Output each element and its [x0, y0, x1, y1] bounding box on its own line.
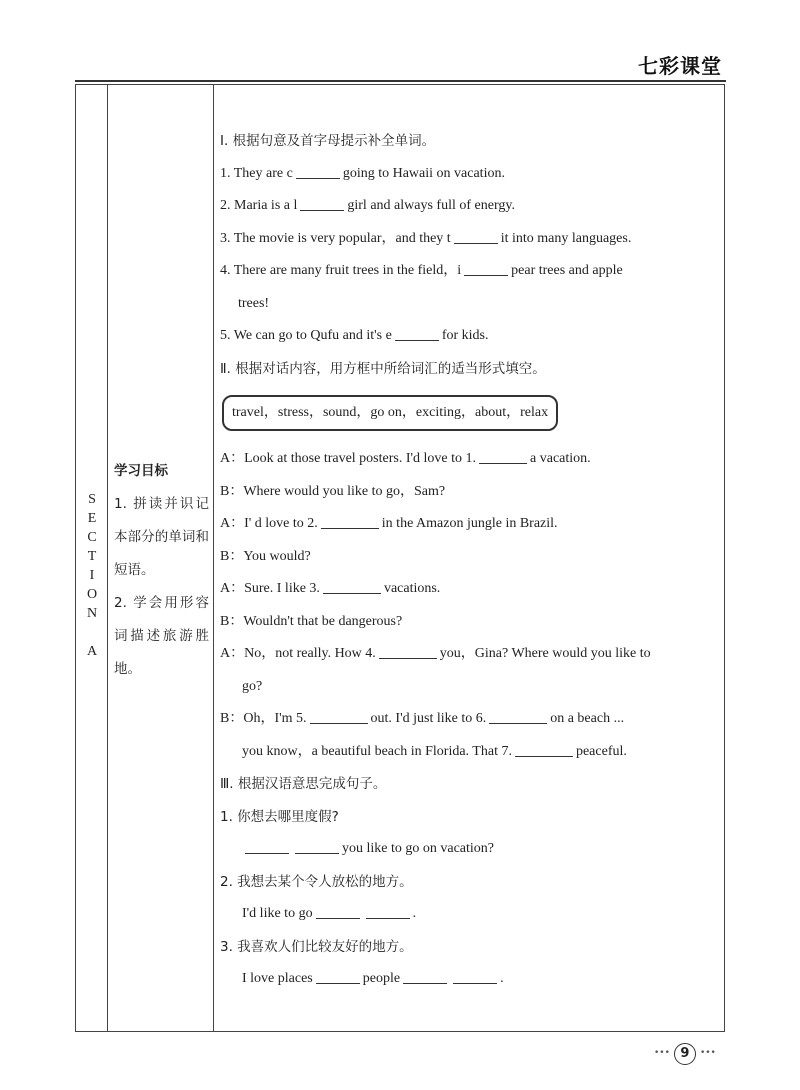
- dialogue-text: A：No，not really. How 4.: [220, 646, 376, 661]
- answer-blank[interactable]: [245, 839, 289, 854]
- sentence-text: you like to go on vacation?: [342, 841, 495, 856]
- answer-blank[interactable]: [323, 579, 381, 594]
- page-number: [654, 1043, 716, 1065]
- part3-q3-chinese: 3. 我喜欢人们比较友好的地方。: [220, 938, 413, 955]
- part3-q1-chinese: 1. 你想去哪里度假?: [220, 808, 339, 825]
- dialogue-line: [220, 443, 724, 476]
- word-box: travel，stress，sound，go on，exciting，about，relax: [222, 395, 558, 431]
- answer-blank[interactable]: [295, 839, 339, 854]
- answer-blank[interactable]: [379, 644, 437, 659]
- worksheet-table: [75, 84, 725, 1032]
- item-text: 4. There are many fruit trees in the field，i: [220, 263, 462, 278]
- item-text: 3. The movie is very popular，and they t: [220, 230, 451, 246]
- part1-item: [220, 255, 724, 288]
- dialogue-line: [220, 508, 724, 541]
- answer-blank[interactable]: [395, 326, 439, 341]
- answer-blank[interactable]: [366, 904, 410, 919]
- dialogue-text: A：Sure. I like 3.: [220, 581, 320, 596]
- sentence-text: people: [362, 971, 401, 986]
- part1-item: [220, 223, 724, 256]
- decor-dots-icon: •••: [699, 1048, 716, 1058]
- answer-blank[interactable]: [316, 969, 360, 984]
- dialogue-text: B：Oh，I'm 5.: [220, 711, 307, 726]
- part3-q3-english: [220, 963, 724, 996]
- sentence-text: I'd like to go: [242, 906, 313, 921]
- sentence-text: .: [412, 906, 417, 921]
- dialogue-line: B：You would?: [220, 548, 311, 564]
- dialogue-line: [220, 638, 724, 671]
- sentence-text: I love places: [242, 971, 313, 986]
- dialogue-line: B：Wouldn't that be dangerous?: [220, 613, 403, 629]
- part3-q2-english: [220, 898, 724, 931]
- answer-blank[interactable]: [403, 969, 447, 984]
- part3-heading: Ⅲ. 根据汉语意思完成句子。: [220, 776, 387, 792]
- part1-item: [220, 158, 724, 191]
- dialogue-line: [220, 736, 724, 769]
- dialogue-continuation: go?: [242, 678, 263, 694]
- dialogue-text: you，Gina? Where would you like to: [439, 646, 651, 661]
- brand-logo: 七彩课堂: [638, 54, 722, 78]
- part1-heading: Ⅰ. 根据句意及首字母提示补全单词。: [220, 133, 436, 149]
- answer-blank[interactable]: [316, 904, 360, 919]
- answer-blank[interactable]: [515, 742, 573, 757]
- page-number-value: 9: [674, 1043, 696, 1065]
- section-column: [76, 85, 108, 1031]
- part1-item-continuation: trees!: [238, 295, 270, 311]
- exercise-column: [214, 85, 724, 1031]
- part2-heading: Ⅱ. 根据对话内容，用方框中所给词汇的适当形式填空。: [220, 360, 546, 377]
- part3-q1-english: [220, 833, 724, 866]
- item-text: 5. We can go to Qufu and it's e: [220, 328, 392, 343]
- part1-item: [220, 190, 724, 223]
- decor-dots-icon: •••: [654, 1048, 670, 1058]
- dialogue-text: A：I' d love to 2.: [220, 516, 318, 531]
- answer-blank[interactable]: [489, 709, 547, 724]
- answer-blank[interactable]: [479, 449, 527, 464]
- answer-blank[interactable]: [310, 709, 368, 724]
- answer-blank[interactable]: [300, 196, 344, 211]
- item-text: for kids.: [441, 328, 489, 343]
- item-text: girl and always full of energy.: [347, 198, 515, 213]
- goal-item: 1. 拼读并识记本部分的单词和短语。: [114, 496, 209, 578]
- item-text: 2. Maria is a l: [220, 198, 298, 213]
- item-text: 1. They are c: [220, 165, 293, 181]
- dialogue-text: on a beach ...: [550, 711, 625, 726]
- item-text: going to Hawaii on vacation.: [342, 165, 505, 181]
- goals-title: 学习目标: [114, 463, 168, 479]
- section-label: S E C T I O N A: [86, 492, 98, 659]
- dialogue-text: out. I'd just like to 6.: [370, 711, 487, 726]
- part3-q2-chinese: 2. 我想去某个令人放松的地方。: [220, 873, 413, 890]
- header-rule: [75, 80, 726, 82]
- goal-item: 2. 学会用形容词描述旅游胜地。: [114, 595, 209, 677]
- dialogue-text: in the Amazon jungle in Brazil.: [381, 516, 558, 531]
- answer-blank[interactable]: [296, 164, 340, 179]
- dialogue-line: [220, 703, 724, 736]
- dialogue-line: [220, 573, 724, 606]
- dialogue-text: a vacation.: [530, 451, 591, 466]
- dialogue-text: A：Look at those travel posters. I'd love to 1.: [220, 451, 477, 466]
- sentence-text: .: [500, 971, 504, 986]
- answer-blank[interactable]: [453, 969, 497, 984]
- answer-blank[interactable]: [454, 229, 498, 244]
- goals-column: [108, 85, 214, 1031]
- dialogue-text: vacations.: [383, 581, 441, 596]
- item-text: pear trees and apple: [511, 263, 623, 278]
- dialogue-text: peaceful.: [575, 743, 627, 759]
- answer-blank[interactable]: [321, 514, 379, 529]
- dialogue-line: B：Where would you like to go，Sam?: [220, 483, 446, 499]
- dialogue-text: you know，a beautiful beach in Florida. That 7.: [242, 743, 512, 759]
- item-text: it into many languages.: [500, 230, 632, 246]
- part1-item: [220, 320, 724, 353]
- answer-blank[interactable]: [464, 261, 508, 276]
